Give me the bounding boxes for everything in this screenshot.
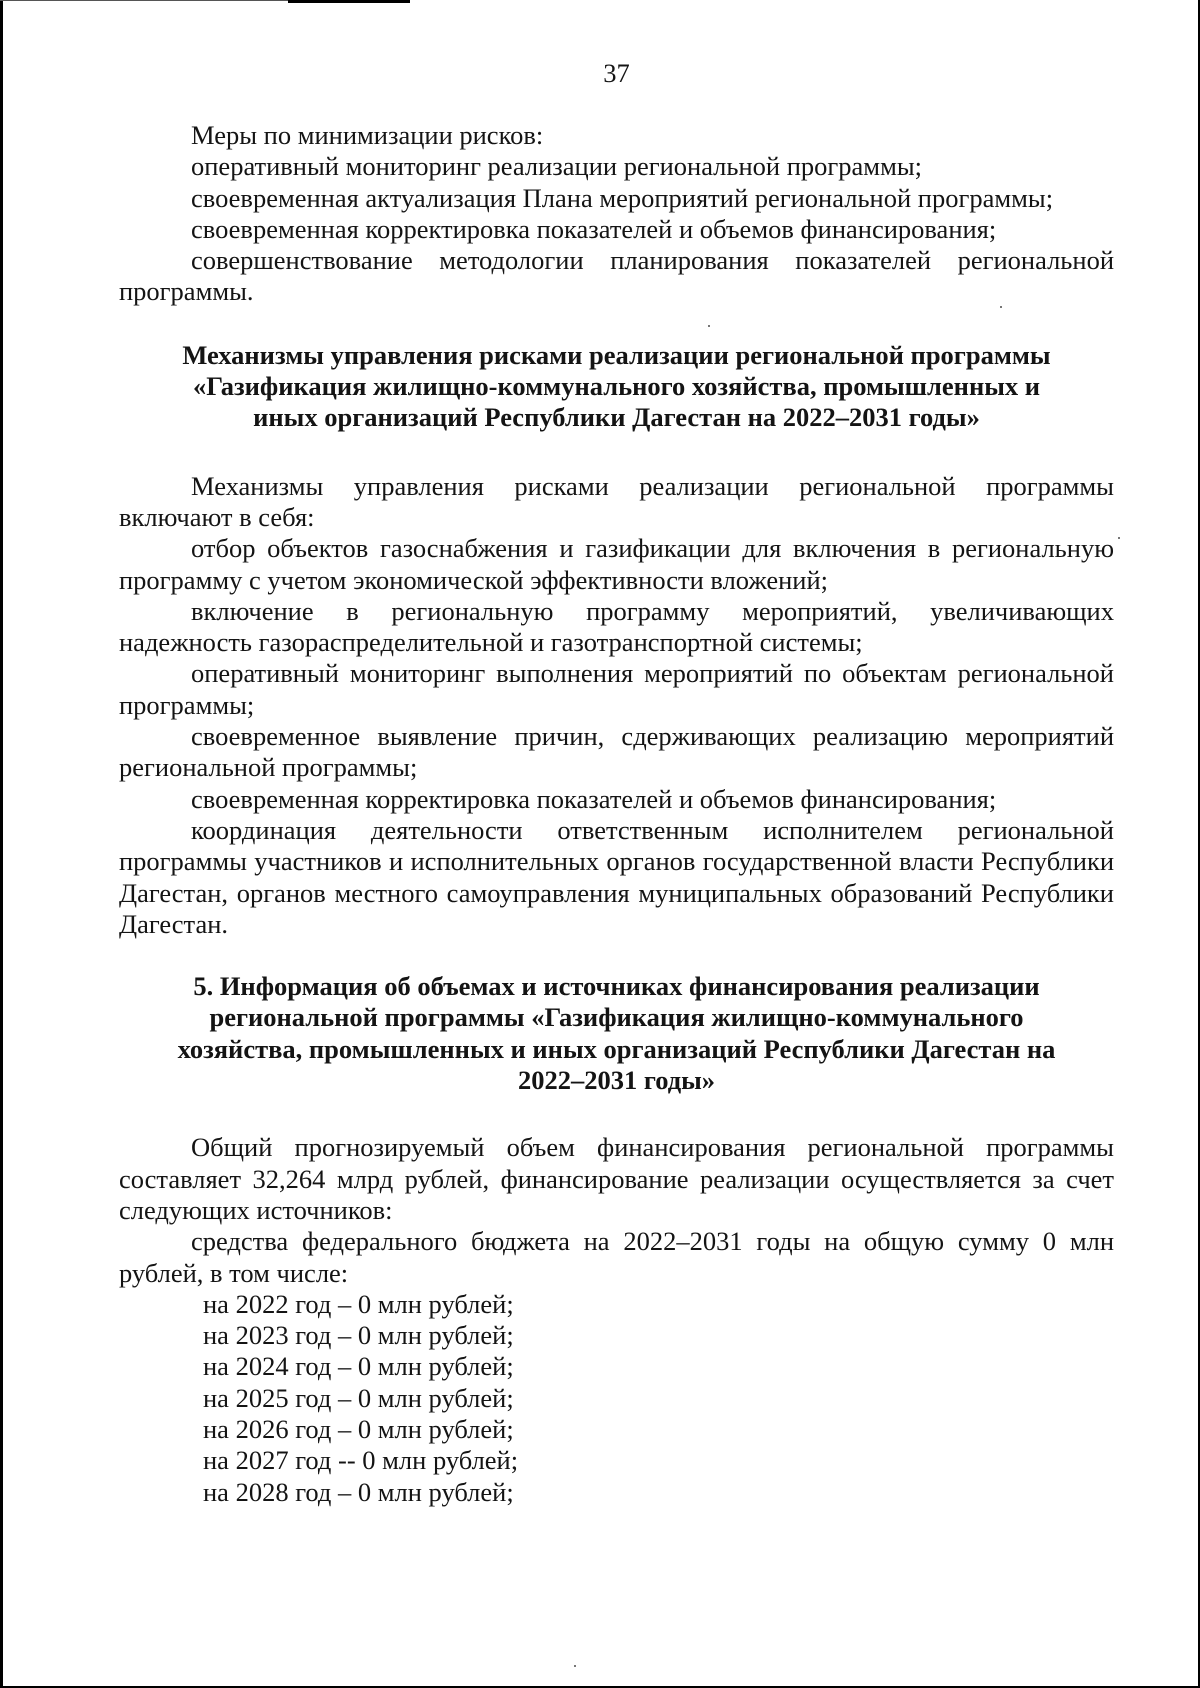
year-allocation: на 2026 год – 0 млн рублей; <box>203 1413 514 1444</box>
spacer <box>119 308 1114 340</box>
spacer <box>119 1096 1114 1132</box>
risk-minimization-item: оперативный мониторинг реализации региональной программы; <box>191 151 923 182</box>
year-allocation: на 2024 год – 0 млн рублей; <box>203 1351 514 1382</box>
risk-minimization-item: своевременная корректировка показателей и объемов финансирования; <box>191 213 997 244</box>
year-allocation: на 2022 год – 0 млн рублей; <box>203 1288 514 1319</box>
risk-minimization-title: Меры по минимизации рисков: <box>191 120 544 150</box>
risk-minimization-item: совершенствование методологии планирования показателей региональной программы. <box>119 245 1114 307</box>
document-body <box>119 58 1114 1508</box>
risk-management-heading: Механизмы управления рисками реализации региональной программы «Газификация жилищно-коммунального хозяйства, промышленных и иных организаций Республики Дагестан на 2022–2031 годы» <box>182 339 1051 433</box>
scan-border-top-mark <box>288 0 410 3</box>
risk-management-item: своевременная корректировка показателей и объемов финансирования; <box>191 783 997 814</box>
year-allocation: на 2028 год – 0 млн рублей; <box>203 1476 514 1507</box>
federal-budget-line: средства федерального бюджета на 2022–2031 годы на общую сумму 0 млн рублей, в том числе: <box>119 1226 1114 1288</box>
risk-management-item: оперативный мониторинг выполнения мероприятий по объектам региональной программы; <box>119 658 1114 720</box>
risk-management-intro: Механизмы управления рисками реализации региональной программы включают в себя: <box>119 470 1114 532</box>
financing-intro: Общий прогнозируемый объем финансирования региональной программы составляет 32,264 млрд рублей, финансирование реализации осуществляется за счет следующих источников: <box>119 1132 1114 1225</box>
financing-heading: 5. Информация об объемах и источниках финансирования реализации региональной программы «Газификация жилищно-коммунального хозяйства, промышленных и иных организаций Республики Дагестан на 2022–2031 годы» <box>177 971 1056 1096</box>
scan-border-top <box>0 0 288 1</box>
scan-speck <box>1118 537 1120 539</box>
spacer <box>119 940 1114 971</box>
year-allocation: на 2025 год – 0 млн рублей; <box>203 1382 514 1413</box>
year-allocation: на 2027 год -- 0 млн рублей; <box>203 1445 519 1476</box>
year-allocation: на 2023 год – 0 млн рублей; <box>203 1320 514 1351</box>
spacer <box>119 434 1114 471</box>
risk-management-item: включение в региональную программу мероприятий, увеличивающих надежность газораспределительной и газотранспортной системы; <box>119 595 1114 658</box>
risk-minimization-item: своевременная актуализация Плана мероприятий региональной программы; <box>191 182 1054 213</box>
risk-management-item: своевременное выявление причин, сдерживающих реализацию мероприятий региональной программы; <box>119 721 1114 783</box>
risk-management-item: отбор объектов газоснабжения и газификации для включения в региональную программу с учетом экономической эффективности вложений; <box>119 533 1114 595</box>
scan-speck <box>574 1665 576 1667</box>
page-number: 37 <box>603 58 630 88</box>
scan-border-left <box>0 0 3 1688</box>
risk-management-item: координация деятельности ответственным исполнителем региональной программы участников и исполнительных органов государственной власти Республики Дагестан, органов местного самоуправления муниципальных образований Республики Дагестан. <box>119 814 1114 939</box>
